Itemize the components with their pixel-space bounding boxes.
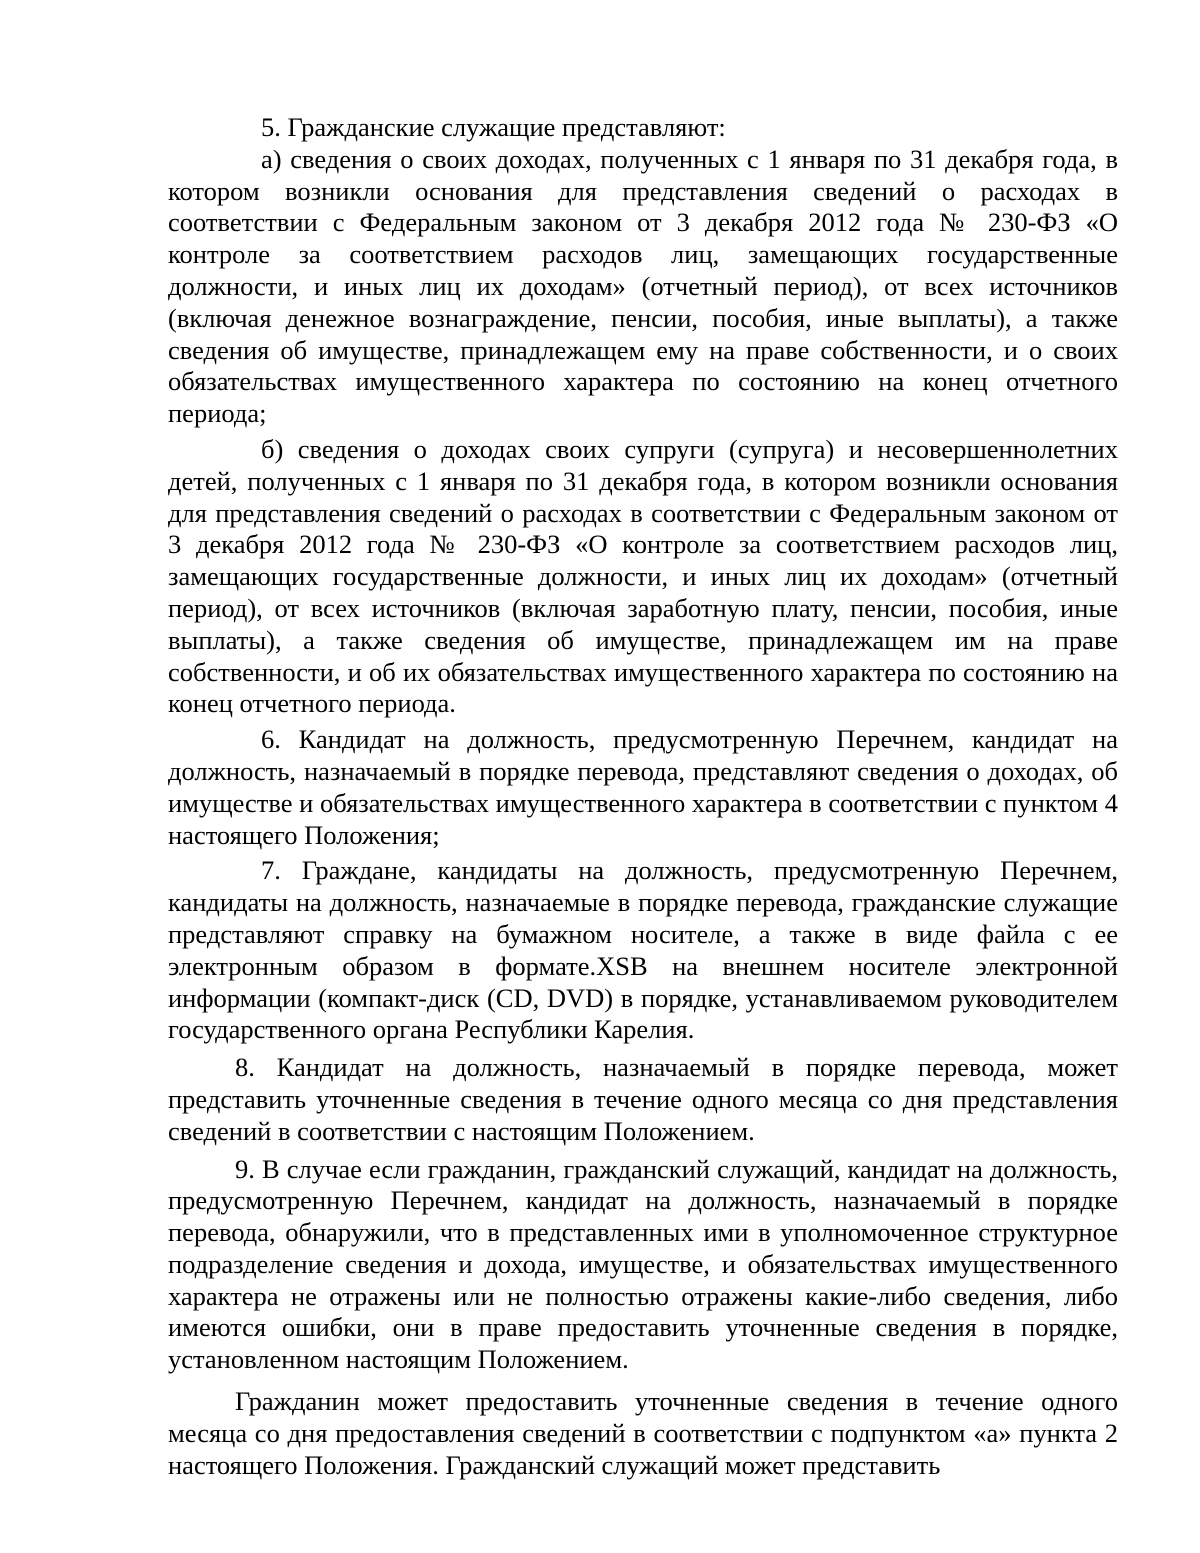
paragraph-5b: б) сведения о доходах своих супруги (супруга) и несовершеннолетних детей, полученных с 1 января по 31 декабря года, в котором возникли основания для представления сведений о расходах в соответствии с Федеральным законом от 3 декабря 2012 года № 230-ФЗ «О контроле за соответствием расходов лиц, замещающих государственные должности, и иных лиц их доходам» (отчетный период), от всех источников (включая заработную плату, пенсии, пособия, иные выплаты), а также сведения об имуществе, принадлежащем им на праве собственности, и об их обязательствах имущественного характера по состоянию на конец отчетного периода. — [168, 433, 1118, 719]
document-page — [168, 112, 1118, 1481]
paragraph-7: 7. Граждане, кандидаты на должность, предусмотренную Перечнем, кандидаты на должность, назначаемые в порядке перевода, гражданские служащие представляют справку на бумажном носителе, а также в виде файла с ее электронным образом в формате.XSB на внешнем носителе электронной информации (компакт-диск (CD, DVD) в порядке, устанавливаемом руководителем государственного органа Республики Карелия. — [168, 855, 1118, 1045]
paragraph-5a: а) сведения о своих доходах, полученных с 1 января по 31 декабря года, в котором возникли основания для представления сведений о расходах в соответствии с Федеральным законом от 3 декабря 2012 года № 230-ФЗ «О контроле за соответствием расходов лиц, замещающих государственные должности, и иных лиц их доходам» (отчетный период), от всех источников (включая денежное вознаграждение, пенсии, пособия, иные выплаты), а также сведения об имуществе, принадлежащем ему на праве собственности, и о своих обязательствах имущественного характера по состоянию на конец отчетного периода; — [168, 143, 1118, 429]
paragraph-9: 9. В случае если гражданин, гражданский служащий, кандидат на должность, предусмотренную Перечнем, кандидат на должность, назначаемый в порядке перевода, обнаружили, что в представленных ими в уполномоченное структурное подразделение сведения и дохода, имуществе, и обязательствах имущественного характера не отражены или не полностью отражены какие-либо сведения, либо имеются ошибки, они в праве предоставить уточненные сведения в порядке, установленном настоящим Положением. — [168, 1153, 1118, 1375]
paragraph-9-continuation: Гражданин может предоставить уточненные сведения в течение одного месяца со дня предоставления сведений в соответствии с подпунктом «а» пункта 2 настоящего Положения. Гражданский служащий может представить — [168, 1386, 1118, 1480]
paragraph-5-heading: 5. Гражданские служащие представляют: — [261, 112, 726, 142]
paragraph-8: 8. Кандидат на должность, назначаемый в порядке перевода, может представить уточненные сведения в течение одного месяца со дня представления сведений в соответствии с настоящим Положением. — [168, 1052, 1118, 1146]
paragraph-6: 6. Кандидат на должность, предусмотренную Перечнем, кандидат на должность, назначаемый в порядке перевода, представляют сведения о доходах, об имуществе и обязательствах имущественного характера в соответствии с пунктом 4 настоящего Положения; — [168, 724, 1118, 850]
